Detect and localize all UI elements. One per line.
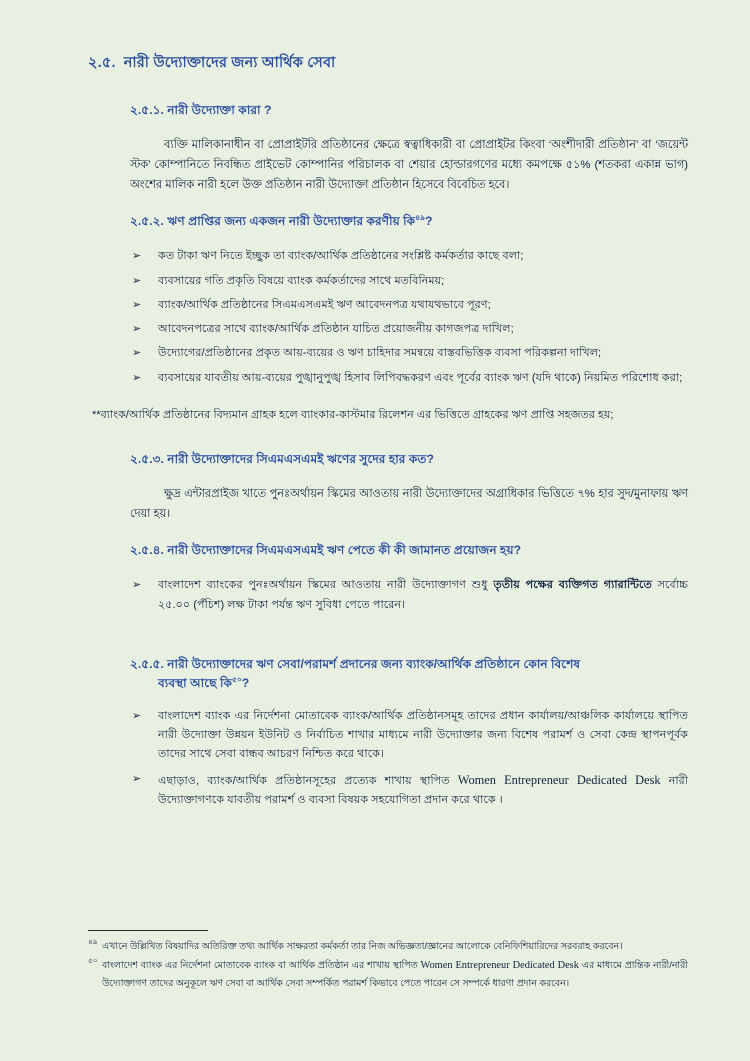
subsection-heading-4: ২.৫.৪. নারী উদ্যোক্তাদের সিএমএসএমই ঋণ পেতে কী কী জামানত প্রয়োজন হয়? [130, 543, 522, 558]
list-item-text-post: নারী উদ্যোক্তাগণকে যাবতীয় পরামর্শ ও ব্যবসা বিষয়ক সহযোগিতা প্রদান করে থাকে । [158, 774, 689, 806]
list-item-text-bold: তৃতীয় পক্ষের ব্যক্তিগত গ্যারান্টিতে [493, 579, 652, 592]
subsection-1-paragraph: ব্যক্তি মালিকানাধীন বা প্রোপ্রাইটরি প্রতিষ্ঠানের ক্ষেত্রে স্বত্বাধিকারী বা প্রোপ্রাইটর কিংবা ‘অংশীদারী প্রতিষ্ঠান’ বা ‘জয়েন্ট স্টক’ কোম্পানিতে নিবন্ধিত প্রাইভেট কোম্পানির পরিচালক বা শেয়ার হোল্ডারগণের মধ্যে কমপক্ষে ৫১% (শতকরা একান্ন ভাগ) অংশের মালিক নারী হলে উক্ত প্রতিষ্ঠান নারী উদ্যোক্তা প্রতিষ্ঠান হিসেবে বিবেচিত হবে। [130, 139, 688, 191]
list-item [130, 247, 688, 266]
subsection-5-heading-line1: ২.৫.৫. নারী উদ্যোক্তাদের ঋণ সেবা/পরামর্শ প্রদানের জন্য ব্যাংক/আর্থিক প্রতিষ্ঠানে কোন বিশেষ [130, 656, 581, 671]
list-item-text: ব্যবসায়ের গতি প্রকৃতি বিষয়ে ব্যাংক কর্মকর্তাদের সাথে মতবিনিময়; [158, 274, 445, 287]
arrow-bullet-icon: ➢ [132, 298, 142, 311]
subsection-2-footnote-ref: ৪৯ [415, 213, 425, 223]
list-item [130, 344, 688, 363]
list-item [130, 296, 688, 315]
list-item [130, 707, 688, 765]
footnote-text-post: এর মাধ্যমে প্রান্তিক নারী/নারী উদ্যোক্তাগণ তাদের অনুকূলে ঋণ সেবা বা আর্থিক সেবা সম্পর্কিত পরামর্শ কিভাবে পেতে পারেন সে সম্পর্কে ধারণা প্রদান করবেন। [102, 959, 688, 989]
subsection-heading-2 [88, 213, 688, 233]
arrow-bullet-icon: ➢ [132, 347, 142, 360]
list-item [130, 320, 688, 339]
footnote-49 [88, 938, 688, 953]
footnote-number: ৫০ [88, 956, 98, 966]
arrow-bullet-icon: ➢ [132, 323, 142, 336]
footnote-text-latin: Women Entrepreneur Dedicated Desk [420, 960, 579, 972]
footnotes-area [88, 938, 688, 994]
list-item-text-latin: Women Entrepreneur Dedicated Desk [457, 772, 661, 787]
subsection-2-bullet-list [88, 247, 688, 388]
footnote-number: ৪৯ [88, 937, 98, 946]
subsection-heading-5 [88, 655, 688, 693]
footnote-50 [88, 957, 688, 990]
list-item-text: উদ্যোগের/প্রতিষ্ঠানের প্রকৃত আয়-ব্যয়ের ও ঋণ চাহিদার সমন্বয়ে বাস্তবভিত্তিক ব্যবসা পরিকল্পনা দাখিল; [158, 347, 602, 360]
subsection-heading-1: ২.৫.১. নারী উদ্যোক্তা কারা ? [130, 103, 272, 117]
footnote-divider [88, 930, 208, 931]
footnote-text: এখানে উল্লিখিত বিষয়াদির অতিরিক্ত তথ্য আর্থিক সাক্ষরতা কর্মকর্তা তার নিজ অভিজ্ঞতা/জ্ঞানের আলোকে বেনিফিশিয়ারিদের সরবরাহ করবেন। [102, 940, 623, 951]
arrow-bullet-icon: ➢ [132, 709, 142, 722]
subsection-4-bullet-list [88, 576, 688, 615]
section-title: নারী উদ্যোক্তাদের জন্য আর্থিক সেবা [123, 55, 336, 71]
page-content [88, 52, 688, 828]
list-item-text: বাংলাদেশ ব্যাংক এর নির্দেশনা মোতাবেক ব্যাংক/আর্থিক প্রতিষ্ঠানসমূহ তাদের প্রধান কার্যালয়/আঞ্চলিক কার্যালয়ে স্থাপিত নারী উদ্যোক্তা উন্নয়ন ইউনিট ও নির্বাচিত শাখার মাধ্যমে নারী উদ্যোক্তার জন্য বিশেষ পরামর্শ ও সেবা কেন্দ্র স্থাপনপূর্বক তাদের সাথে সেবা বান্ধব আচরণ নিশ্চিত করে থাকে। [158, 709, 688, 761]
list-item-text-post: সর্বোচ্চ ২৫.০০ (পঁচিশ) লক্ষ টাকা পর্যন্ত ঋণ সুবিধা পেতে পারেন। [158, 579, 688, 611]
list-item-text: কত টাকা ঋণ নিতে ইচ্ছুক তা ব্যাংক/আর্থিক প্রতিষ্ঠানের সংশ্লিষ্ট কর্মকর্তার কাছে বলা; [158, 250, 524, 263]
section-number: ২.৫. [88, 55, 116, 71]
list-item [130, 770, 688, 811]
list-item-text: ব্যাংক/আর্থিক প্রতিষ্ঠানের সিএমএসএমই ঋণ আবেদনপত্র যথাযথভাবে পূরণ; [158, 298, 491, 311]
subsection-5-footnote-ref: ৫০ [232, 674, 242, 684]
subsection-5-heading-tail: ? [241, 675, 250, 690]
footnote-text-pre: বাংলাদেশ ব্যাংক এর নির্দেশনা মোতাবেক ব্যাংক বা আর্থিক প্রতিষ্ঠান এর শাখায় স্থাপিত [102, 959, 421, 971]
subsection-heading-3: ২.৫.৩. নারী উদ্যোক্তাদের সিএমএসএমই ঋণের সুদের হার কত? [130, 451, 434, 466]
vertical-spacer [88, 633, 688, 655]
subsection-2-heading-text: ২.৫.২. ঋণ প্রাপ্তির জন্য একজন নারী উদ্যোক্তার করণীয় কি [130, 214, 416, 229]
section-heading [88, 52, 688, 76]
arrow-bullet-icon: ➢ [132, 250, 142, 263]
subsection-2-heading-tail: ? [424, 214, 433, 229]
arrow-bullet-icon: ➢ [132, 274, 142, 287]
subsection-5-heading-line2-wrap [130, 674, 688, 693]
list-item-text: আবেদনপত্রের সাথে ব্যাংক/আর্থিক প্রতিষ্ঠান যাচিত প্রয়োজনীয় কাগজপত্র দাখিল; [158, 323, 514, 336]
subsection-5-heading-line2: ব্যবস্থা আছে কি [158, 675, 232, 690]
arrow-bullet-icon: ➢ [132, 579, 142, 592]
list-item-text-pre: এছাড়াও, ব্যাংক/আর্থিক প্রতিষ্ঠানসূহের প্রত্যেক শাখায় স্থাপিত [158, 774, 458, 787]
subsection-3-paragraph: ক্ষুদ্র এন্টারপ্রাইজ খাতে পুনঃঅর্থায়ন স্কিমের আওতায় নারী উদ্যোক্তাদের অগ্রাধিকার ভিত্তিতে ৭% হার সুদ/মুনাফায় ঋণ দেয়া হয়। [130, 487, 688, 520]
list-item-text-pre: বাংলাদেশ ব্যাংকের পুনঃঅর্থায়ন স্কিমের আওতায় নারী উদ্যোক্তাগণ শুধু [158, 579, 494, 592]
list-item [130, 272, 688, 291]
arrow-bullet-icon: ➢ [132, 772, 142, 785]
subsection-2-note: **ব্যাংক/আর্থিক প্রতিষ্ঠানের বিদ্যমান গ্রাহক হলে ব্যাংকার-কাস্টমার রিলেশন এর ভিত্তিতে গ্রাহকের ঋণ প্রাপ্তি সহজতর হয়; [92, 408, 614, 421]
list-item [130, 369, 688, 388]
list-item [130, 576, 688, 615]
list-item-text: ব্যবসায়ের যাবতীয় আয়-ব্যয়ের পুঙ্খানুপুঙ্খ হিসাব লিপিবদ্ধকরণ এবং পূর্বের ব্যাংক ঋণ (যদি থাকে) নিয়মিত পরিশোধ করা; [158, 371, 683, 384]
arrow-bullet-icon: ➢ [132, 371, 142, 384]
subsection-5-bullet-list [88, 707, 688, 810]
